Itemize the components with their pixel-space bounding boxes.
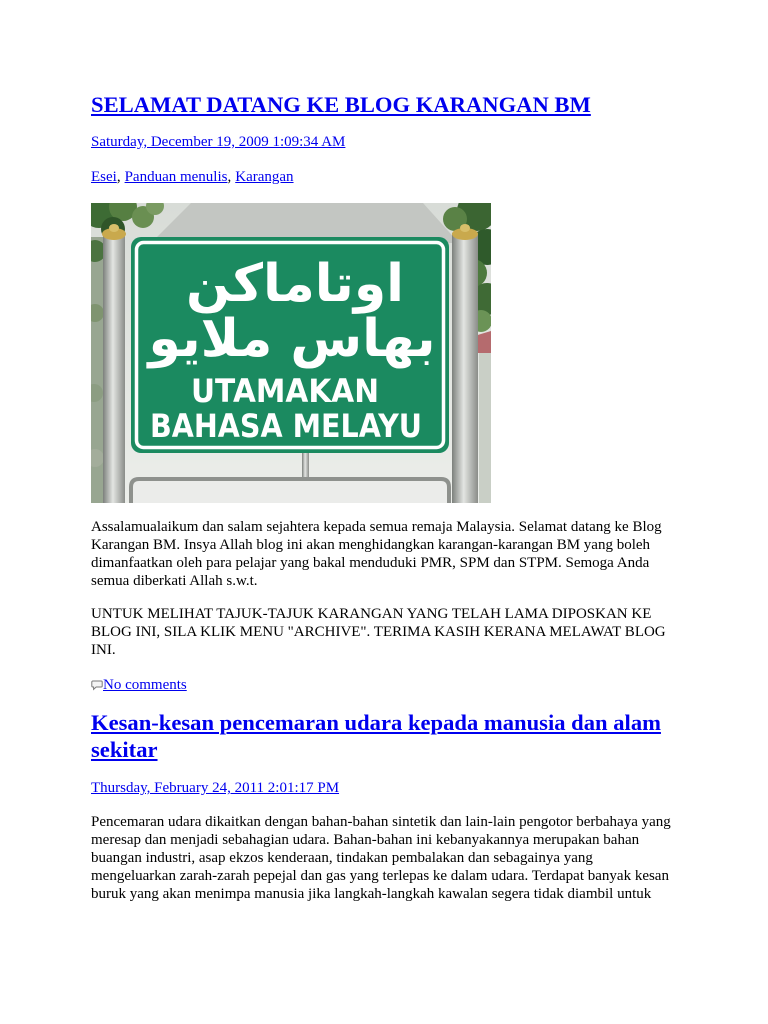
paragraph-line: buangan industri, asap ekzos kenderaan, tindakan pembalakan dan sebagainya yang [91,850,593,866]
post-title-link[interactable] [91,709,661,763]
paragraph-line: meresap dan menjadi sebahagian udara. Bahan-bahan ini kebanyakannya merupakan bahan [91,832,640,848]
sign-text-line1: UTAMAKAN [191,372,379,410]
paragraph-line: Assalamualaikum dan salam sejahtera kepada semua remaja Malaysia. Selamat datang ke Blog [91,519,662,535]
paragraph-line: semua diberkati Allah s.w.t. [91,573,258,589]
post-paragraph [91,605,666,659]
sign-pole-left [103,233,125,503]
tree-foliage [479,353,491,503]
comment-bubble-icon [91,679,103,691]
post-comments [91,676,187,694]
post-paragraph [91,813,671,903]
post-categories [91,168,294,186]
sign-text-jawi-line1: اوتاماكن [186,254,404,314]
paragraph-line: INI. [91,642,116,658]
post-title-line: Kesan-kesan pencemaran udara kepada manusia dan alam [91,710,661,735]
pole-cap-right-knob [460,224,470,232]
comment-bubble-shape [92,681,102,689]
comments-link[interactable]: No comments [103,677,187,693]
category-link-karangan[interactable]: Karangan [235,169,294,185]
sign-text-line2: BAHASA MELAYU [150,407,422,445]
sign-pole-right [452,233,478,503]
post-title [91,709,661,763]
post-date-link[interactable]: Saturday, December 19, 2009 1:09:34 AM [91,134,346,150]
category-separator: , [227,169,232,185]
post-title-link[interactable]: SELAMAT DATANG KE BLOG KARANGAN BM [91,92,591,117]
post-title [91,91,591,118]
post-paragraph [91,518,662,590]
paragraph-line: UNTUK MELIHAT TAJUK-TAJUK KARANGAN YANG TELAH LAMA DIPOSKAN KE [91,606,652,622]
paragraph-line: buruk yang akan menimpa manusia jika langkah-langkah kawalan segera tidak diambil untuk [91,886,652,902]
paragraph-line: Karangan BM. Insya Allah blog ini akan menghidangkan karangan-karangan BM yang boleh [91,537,651,553]
post-date-link[interactable]: Thursday, February 24, 2011 2:01:17 PM [91,780,340,796]
category-separator: , [116,169,121,185]
paragraph-line: Pencemaran udara dikaitkan dengan bahan-bahan sintetik dan lain-lain pengotor berbahaya yang [91,814,671,830]
sign-text-jawi-line2: بهاس ملايو [148,309,436,369]
lower-sign [131,479,449,503]
paragraph-line: mengeluarkan zarah-zarah pepejal dan gas yang terlepas ke dalam udara. Terdapat banyak kesan [91,868,669,884]
post-title-line: sekitar [91,737,158,762]
post-image [91,203,491,503]
category-link-panduan-menulis[interactable]: Panduan menulis [124,169,228,185]
post-date [91,133,345,151]
paragraph-line: dimanfaatkan oleh para pelajar yang bakal menduduki PMR, SPM dan STPM. Semoga Anda [91,555,650,571]
pole-cap-left-knob [109,224,119,232]
post-date [91,779,339,797]
category-link-esei[interactable]: Esei [91,169,117,185]
paragraph-line: BLOG INI, SILA KLIK MENU "ARCHIVE". TERIMA KASIH KERANA MELAWAT BLOG [91,624,666,640]
